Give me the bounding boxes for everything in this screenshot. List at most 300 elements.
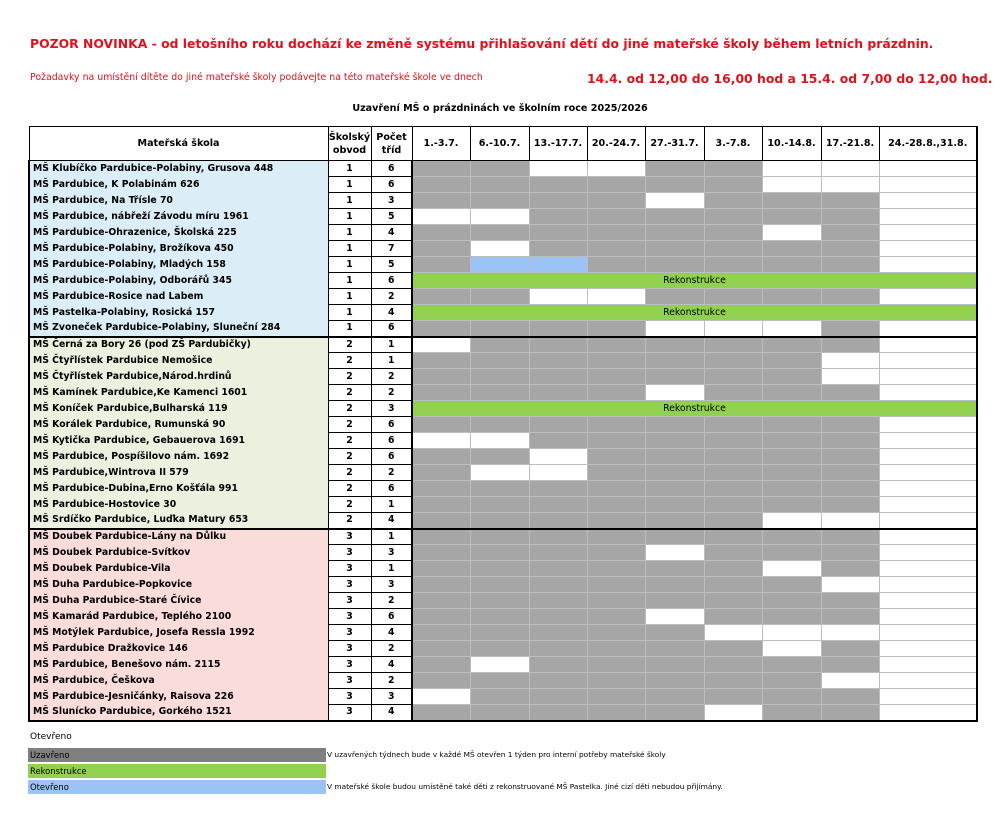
week-cell-closed [470,593,529,609]
school-district: 2 [328,369,371,385]
table-row [29,689,977,705]
week-cell-closed [470,577,529,593]
school-district: 1 [328,289,371,305]
week-cell-open [879,289,977,305]
week-cell-closed [821,561,879,577]
week-cell-open [587,289,645,305]
school-name: MŠ Pardubice, nábřeží Závodu míru 1961 [29,209,328,225]
week-cell-closed [529,657,587,673]
week-cell-closed [412,593,470,609]
week-header: 27.-31.7. [645,127,704,161]
week-cell-closed [470,689,529,705]
week-cell-closed [412,545,470,561]
week-cell-open [879,193,977,209]
week-cell-closed [412,657,470,673]
school-name: MŠ Koníček Pardubice,Bulharská 119 [29,401,328,417]
table-row [29,545,977,561]
week-cell-closed [762,209,821,225]
school-name: MŠ Pardubice, Na Třísle 70 [29,193,328,209]
week-cell-closed [762,241,821,257]
col-trid-line1: Počet [376,131,407,143]
week-cell-open [412,689,470,705]
week-cell-closed [412,353,470,369]
school-name: MŠ Čtyřlístek Pardubice,Národ.hrdinů [29,369,328,385]
table-row [29,209,977,225]
week-cell-open [762,513,821,529]
week-cell-closed [470,193,529,209]
week-cell-closed [762,385,821,401]
table-row [29,593,977,609]
week-cell-closed [645,161,704,177]
week-cell-open [470,241,529,257]
week-cell-closed [412,465,470,481]
week-cell-open [879,641,977,657]
class-count: 6 [371,161,412,177]
week-cell-open [879,321,977,337]
week-cell-open [412,433,470,449]
week-cell-closed [821,481,879,497]
table-row [29,401,977,417]
legend-title: Otevřeno [30,732,72,742]
week-cell-closed [529,625,587,641]
week-cell-closed [704,257,762,273]
week-cell-closed [587,545,645,561]
week-cell-closed [821,705,879,721]
week-cell-open [879,225,977,241]
week-cell-closed [412,673,470,689]
request-info: Požadavky na umístění dítěte do jiné mateřské školy podávejte na této mateřské škole ve dnech [30,72,483,83]
school-district: 3 [328,577,371,593]
school-district: 3 [328,593,371,609]
school-name: MŠ Pardubice-Dubina,Erno Košťála 991 [29,481,328,497]
week-header: 6.-10.7. [470,127,529,161]
week-cell-closed [412,289,470,305]
week-cell-closed [587,641,645,657]
school-district: 2 [328,353,371,369]
week-cell-open [879,497,977,513]
week-cell-closed [821,449,879,465]
school-name: MŠ Pardubice-Ohrazenice, Školská 225 [29,225,328,241]
week-cell-closed [704,337,762,353]
school-name: MŠ Pardubice-Polabiny, Odborářů 345 [29,273,328,289]
col-school-header: Mateřská škola [29,127,328,161]
class-count: 6 [371,449,412,465]
week-cell-closed [587,225,645,241]
week-cell-closed [821,209,879,225]
school-name: MŠ Motýlek Pardubice, Josefa Ressla 1992 [29,625,328,641]
class-count: 6 [371,417,412,433]
class-count: 2 [371,289,412,305]
week-cell-open [529,465,587,481]
table-row [29,225,977,241]
week-cell-closed [529,193,587,209]
school-district: 1 [328,273,371,289]
week-cell-open [879,561,977,577]
school-district: 2 [328,433,371,449]
week-cell-closed [470,353,529,369]
week-cell-open [879,353,977,369]
class-count: 4 [371,625,412,641]
school-district: 2 [328,337,371,353]
week-cell-closed [587,657,645,673]
week-cell-closed [529,705,587,721]
week-cell-closed [529,369,587,385]
week-cell-closed [821,321,879,337]
week-cell-closed [470,673,529,689]
week-cell-closed [587,609,645,625]
week-cell-open [879,513,977,529]
week-cell-open [879,673,977,689]
week-cell-closed [821,241,879,257]
table-row [29,529,977,545]
school-district: 2 [328,401,371,417]
week-cell-closed [529,321,587,337]
week-cell-closed [529,673,587,689]
class-count: 4 [371,513,412,529]
school-district: 1 [328,209,371,225]
week-cell-closed [762,433,821,449]
class-count: 2 [371,369,412,385]
class-count: 5 [371,257,412,273]
class-count: 2 [371,673,412,689]
week-cell-closed [762,337,821,353]
week-cell-closed [587,529,645,545]
class-count: 7 [371,241,412,257]
week-header: 1.-3.7. [412,127,470,161]
school-district: 3 [328,625,371,641]
week-cell-closed [821,417,879,433]
school-name: MŠ Pardubice, Benešovo nám. 2115 [29,657,328,673]
week-cell-open [821,369,879,385]
week-cell-open [645,609,704,625]
table-row [29,465,977,481]
school-district: 1 [328,177,371,193]
table-row [29,385,977,401]
week-cell-closed [762,417,821,433]
week-cell-open [879,689,977,705]
week-cell-closed [412,561,470,577]
week-cell-closed [762,705,821,721]
week-cell-closed [470,225,529,241]
week-cell-closed [704,609,762,625]
week-cell-closed [704,369,762,385]
class-count: 6 [371,321,412,337]
table-row [29,177,977,193]
table-row [29,337,977,353]
week-cell-open [821,625,879,641]
class-count: 1 [371,529,412,545]
week-cell-open [529,161,587,177]
school-name: MŠ Pardubice,Wintrova II 579 [29,465,328,481]
week-cell-closed [821,433,879,449]
week-cell-closed [587,241,645,257]
week-cell-open [762,641,821,657]
week-cell-open [821,673,879,689]
week-cell-closed [704,289,762,305]
week-cell-open [821,513,879,529]
week-cell-closed [529,609,587,625]
table-row [29,241,977,257]
week-cell-closed [762,449,821,465]
week-cell-closed [704,241,762,257]
week-cell-closed [587,689,645,705]
school-name: MŠ Doubek Pardubice-Svítkov [29,545,328,561]
week-cell-closed [587,449,645,465]
week-cell-closed [821,337,879,353]
week-cell-open [645,545,704,561]
week-cell-closed [587,337,645,353]
week-cell-closed [587,433,645,449]
week-cell-closed [470,561,529,577]
week-cell-closed [412,193,470,209]
week-cell-closed [645,369,704,385]
col-obvod-header [328,127,371,161]
week-cell-closed [704,513,762,529]
week-cell-closed [762,289,821,305]
week-cell-closed [762,465,821,481]
col-obvod-line2: obvod [332,144,367,156]
week-cell-closed [470,705,529,721]
week-cell-closed [645,417,704,433]
week-cell-closed [704,673,762,689]
table-row [29,161,977,177]
week-cell-closed [821,593,879,609]
week-cell-closed [645,241,704,257]
legend-note-open: V mateřské škole budou umístěné také děti z rekonstruované MŠ Pastelka. Jiné cizí děti nebudou přijímány. [327,782,723,791]
class-count: 4 [371,657,412,673]
week-cell-closed [412,369,470,385]
week-cell-closed [645,577,704,593]
week-cell-closed [529,481,587,497]
col-trid-header [371,127,412,161]
week-header: 24.-28.8.,31.8. [879,127,977,161]
week-cell-closed [470,545,529,561]
school-district: 3 [328,705,371,721]
school-name: MŠ Čtyřlístek Pardubice Nemošice [29,353,328,369]
week-cell-closed [645,433,704,449]
week-cell-closed [762,593,821,609]
week-header: 20.-24.7. [587,127,645,161]
week-cell-closed [645,225,704,241]
class-count: 4 [371,705,412,721]
class-count: 6 [371,273,412,289]
announcement-title: POZOR NOVINKA - od letošního roku dochází ke změně systému přihlašování dětí do jiné mateřské školy během letních prázdnin. [30,36,934,51]
week-cell-open [645,385,704,401]
week-cell-closed [645,257,704,273]
week-cell-open [529,289,587,305]
week-cell-closed [821,529,879,545]
week-cell-open [879,529,977,545]
week-cell-closed [762,369,821,385]
class-count: 3 [371,193,412,209]
class-count: 1 [371,337,412,353]
week-cell-open [762,561,821,577]
week-header: 13.-17.7. [529,127,587,161]
week-cell-closed [412,481,470,497]
week-cell-closed [821,257,879,273]
week-cell-closed [762,353,821,369]
week-cell-open [879,449,977,465]
week-cell-closed [529,417,587,433]
week-cell-closed [762,545,821,561]
week-cell-closed [529,641,587,657]
week-cell-open [470,209,529,225]
week-cell-closed [704,225,762,241]
class-count: 4 [371,305,412,321]
week-cell-closed [704,657,762,673]
week-cell-closed [587,209,645,225]
week-cell-closed [412,705,470,721]
week-cell-open [412,337,470,353]
week-cell-open [879,369,977,385]
week-cell-open [879,337,977,353]
table-row [29,353,977,369]
week-cell-closed [821,465,879,481]
week-cell-open [879,177,977,193]
week-cell-closed [762,193,821,209]
school-name: MŠ Kamínek Pardubice,Ke Kamenci 1601 [29,385,328,401]
week-cell-closed [470,609,529,625]
week-cell-closed [821,545,879,561]
week-cell-closed [412,625,470,641]
school-name: MŠ Pardubice, Češkova [29,673,328,689]
table-row [29,497,977,513]
week-cell-closed [412,513,470,529]
reconstruction-cell: Rekonstrukce [412,273,977,289]
table-row [29,561,977,577]
week-cell-open [879,705,977,721]
week-cell-closed [704,449,762,465]
week-cell-closed [470,161,529,177]
week-cell-open [587,161,645,177]
school-district: 2 [328,449,371,465]
school-name: MŠ Černá za Bory 26 (pod ZŠ Pardubičky) [29,337,328,353]
week-cell-closed [587,321,645,337]
week-cell-closed [587,465,645,481]
week-cell-closed [587,417,645,433]
school-district: 3 [328,641,371,657]
school-district: 3 [328,657,371,673]
week-cell-highlight [529,257,587,273]
week-cell-closed [470,497,529,513]
week-cell-closed [704,209,762,225]
week-cell-closed [645,625,704,641]
week-cell-open [879,657,977,673]
legend-reconstruction: Rekonstrukce [28,764,326,778]
week-cell-closed [704,385,762,401]
week-cell-closed [470,513,529,529]
school-district: 1 [328,257,371,273]
week-cell-closed [529,577,587,593]
school-name: MŠ Pardubice-Polabiny, Brožíkova 450 [29,241,328,257]
week-cell-closed [704,529,762,545]
week-cell-closed [529,513,587,529]
week-cell-closed [704,353,762,369]
table-row [29,577,977,593]
week-cell-closed [645,353,704,369]
reconstruction-cell: Rekonstrukce [412,401,977,417]
legend-open: Otevřeno [28,780,326,794]
week-cell-closed [587,385,645,401]
week-cell-closed [587,513,645,529]
week-cell-closed [704,161,762,177]
school-name: MŠ Duha Pardubice-Popkovice [29,577,328,593]
school-district: 1 [328,321,371,337]
week-cell-closed [762,529,821,545]
week-cell-closed [645,529,704,545]
school-name: MŠ Pardubice-Rosice nad Labem [29,289,328,305]
week-cell-closed [704,177,762,193]
week-cell-closed [529,529,587,545]
week-cell-closed [704,641,762,657]
school-name: MŠ Zvoneček Pardubice-Polabiny, Sluneční 284 [29,321,328,337]
week-cell-closed [529,225,587,241]
week-cell-closed [645,465,704,481]
school-district: 3 [328,609,371,625]
week-cell-closed [645,449,704,465]
week-cell-open [879,257,977,273]
week-cell-closed [821,609,879,625]
table-row [29,433,977,449]
school-name: MŠ Duha Pardubice-Staré Čívice [29,593,328,609]
week-cell-closed [529,177,587,193]
table-row [29,321,977,337]
week-cell-open [704,321,762,337]
week-cell-open [821,177,879,193]
week-cell-closed [587,353,645,369]
week-cell-closed [529,385,587,401]
class-count: 1 [371,497,412,513]
week-header: 10.-14.8. [762,127,821,161]
class-count: 3 [371,545,412,561]
week-cell-closed [645,657,704,673]
table-row [29,193,977,209]
week-cell-open [879,577,977,593]
school-district: 2 [328,513,371,529]
class-count: 1 [371,353,412,369]
school-name: MŠ Doubek Pardubice-Lány na Důlku [29,529,328,545]
week-cell-closed [645,593,704,609]
week-cell-open [879,625,977,641]
week-cell-open [879,241,977,257]
table-row [29,657,977,673]
week-cell-closed [704,545,762,561]
week-cell-closed [821,225,879,241]
week-cell-open [762,161,821,177]
week-cell-open [879,593,977,609]
school-district: 1 [328,241,371,257]
table-row [29,641,977,657]
week-cell-open [821,577,879,593]
school-district: 3 [328,673,371,689]
week-cell-closed [821,193,879,209]
week-cell-closed [821,641,879,657]
week-cell-closed [470,481,529,497]
week-cell-closed [529,241,587,257]
week-cell-closed [762,481,821,497]
week-cell-closed [529,545,587,561]
school-district: 2 [328,481,371,497]
week-cell-closed [587,705,645,721]
class-count: 6 [371,433,412,449]
table-row [29,417,977,433]
week-cell-closed [762,497,821,513]
school-name: MŠ Pastelka-Polabiny, Rosická 157 [29,305,328,321]
week-cell-closed [470,529,529,545]
week-cell-open [879,161,977,177]
class-count: 4 [371,225,412,241]
school-district: 1 [328,161,371,177]
